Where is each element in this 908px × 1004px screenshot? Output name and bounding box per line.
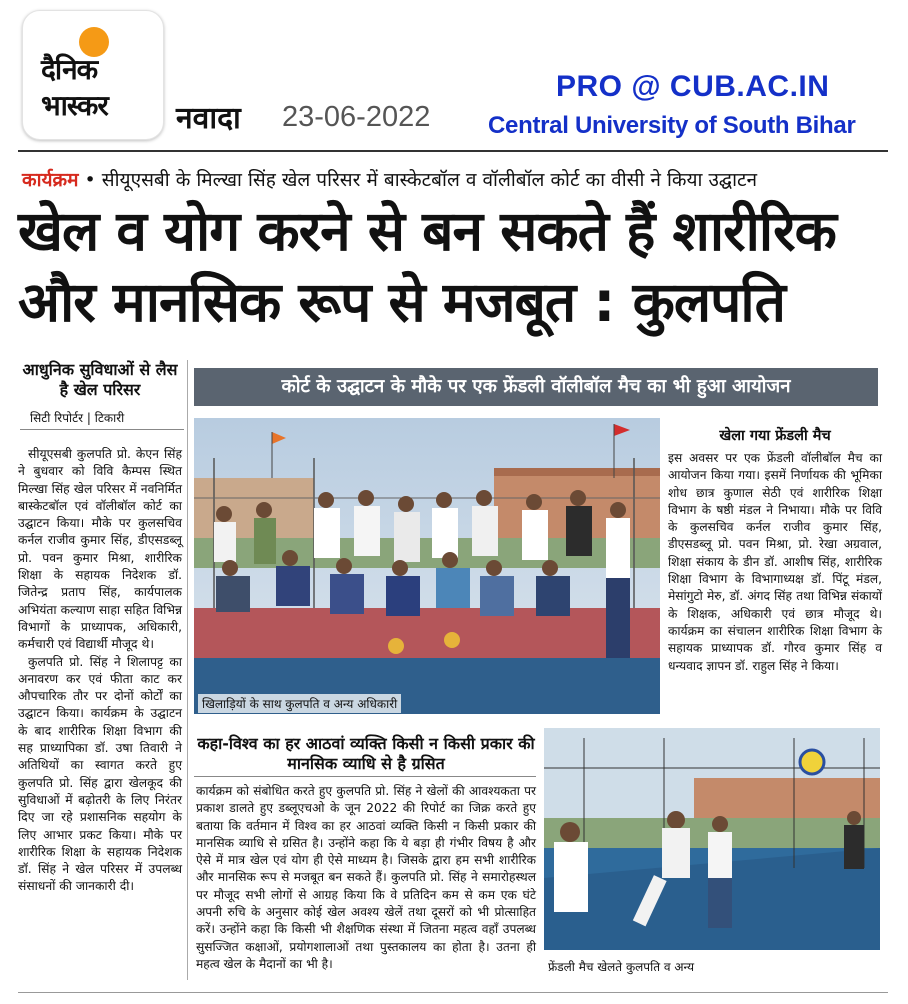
right-paragraph: इस अवसर पर एक फ्रेंडली वॉलीबॉल मैच का आयोजन किया गया। इसमें निर्णायक की भूमिका शोध छात्र कुणाल सेठी एवं शारीरिक शिक्षा विभाग के षष्ठी मंडल ने निभाया। मौके पर विवि के कुलसचिव कर्नल राजीव कुमार सिंह, डीएसडब्लू प्रो. पवन मिश्रा, प्रो. रेखा अग्रवाल, शिक्षा संकाय के डीन डॉ. आशीष सिंह, शारीरिक शिक्षा विभाग के विभागाध्यक्ष डॉ. पिंटू मंडल, मेसांगुटो मेरु, डॉ. अंगद सिंह तथा विभिन्न संकायों के शिक्षक, अधिकारी एवं छात्र मौजूद थे। कार्यक्रम का संचालन शारीरिक शिक्षा विभाग के सहायक प्राध्यापक डॉ. गौरव कुमार सिंह व धन्यवाद ज्ञापन डॉ. राहुल सिंह ने किया। [668, 451, 882, 673]
match-photo [544, 728, 880, 950]
right-column-heading: खेला गया फ्रेंडली मैच [719, 428, 831, 444]
dainik-bhaskar-logo [22, 10, 164, 140]
reporter-byline: सिटी रिपोर्टर | टिकारी [30, 411, 125, 425]
section-banner: कोर्ट के उद्घाटन के मौके पर एक फ्रेंडली वॉलीबॉल मैच का भी हुआ आयोजन [194, 368, 878, 406]
group-photo [194, 418, 660, 714]
byline-divider [20, 429, 184, 430]
column-divider [187, 360, 188, 980]
subsection-body [196, 783, 536, 973]
subsection-paragraph: कार्यक्रम को संबोधित करते हुए कुलपति प्रो. सिंह ने खेलों की आवश्यकता पर प्रकाश डालते हुए डब्लूएचओ के जून 2022 की रिपोर्ट का जिक्र करते हुए बताया कि वर्तमान में विश्व का हर आठवां व्यक्ति किसी न किसी प्रकार की मानसिक व्याधि से ग्रसित है। उन्होंने कहा कि ये बड़ा ही गंभीर विषय है और ऐसे में मात्र खेल एवं योग ही ऐसे माध्यम है। जिसके द्वारा हम सभी शारीरिक और मानसिक रूप से मजबूत बन सकते हैं। कुलपति प्रो. सिंह ने समारोहस्थल पर मौजूद सभी लोगों से आग्रह किया कि वे प्रतिदिन कम से कम एक घंटे अपनी रुचि के अनुसार कोई खेल अवश्य खेलें तथा दूसरों को भी प्रोत्साहित करें। उन्होंने कहा कि किसी भी शैक्षणिक संस्था में जितना महत्व वहाँ उपलब्ध सुसज्जित कक्षाओं, प्रयोगशालाओं तथा पुस्तकालय का होता है। उतना ही महत्व खेल के मैदानों का भी है। [196, 784, 536, 971]
page-bottom-rule [18, 992, 888, 993]
left-column-body [18, 446, 182, 896]
left-paragraph-2: कुलपति प्रो. सिंह ने शिलापट्ट का अनावरण कर एवं फीता काट कर औपचारिक तौर पर दोनों कोर्टों का उद्घाटन किया। कार्यक्रम के उद्घाटन के बाद शारीरिक शिक्षा विभाग की सह प्राध्यापिका डॉ. उषा तिवारी ने अतिथियों का स्वागत करते हुए कुलपति प्रो. सिंह द्वारा खेलकूद की सुविधाओं में बढ़ोतरी के लिए निरंतर दिए जा रहे प्रशासनिक सहयोग के लिए आभार प्रकट किया। मौके पर शारीरिक शिक्षा के सहायक निदेशक डॉ. सिंह ने खेल परिसर में उपलब्ध संसाधनों की जानकारी दी। [18, 654, 182, 894]
photo2-caption: फ्रेंडली मैच खेलते कुलपति व अन्य [548, 960, 695, 974]
match-photo-image [544, 728, 880, 950]
edition-date: 23-06-2022 [282, 101, 431, 133]
masthead-divider [18, 150, 888, 152]
university-name: Central University of South Bihar [488, 112, 856, 139]
group-photo-image [194, 418, 660, 714]
logo-line-2: भास्कर [41, 89, 108, 122]
left-paragraph-1: सीयूएसबी कुलपति प्रो. केएन सिंह ने बुधवार को विवि कैम्पस स्थित मिल्खा सिंह खेल परिसर में नवनिर्मित बास्केटबॉल एवं वॉलीबॉल कोर्ट का उद्घाटन किया। मौके पर कुलसचिव कर्नल राजीव कुमार सिंह, डीएसडब्लू प्रो. पवन कुमार मिश्रा, शारीरिक शिक्षा के सहायक निदेशक डॉ. जितेन्द्र प्रताप सिंह, कार्यपालक अभियंता कल्याण साहा सहित विभिन्न विभागों के प्राध्यापक, अधिकारी, कर्मचारी एवं विद्यार्थी मौजूद थे। [18, 447, 182, 652]
subsection-heading: कहा-विश्व का हर आठवां व्यक्ति किसी न किसी प्रकार की मानसिक व्याधि से है ग्रसित [197, 734, 535, 773]
subsection-divider [194, 776, 536, 777]
edition-place: नवादा [176, 101, 241, 136]
headline: खेल व योग करने से बन सकते हैं शारीरिक और मानसिक रूप से मजबूत : कुलपति [18, 199, 836, 334]
left-column-heading: आधुनिक सुविधाओं से लैस है खेल परिसर [22, 360, 178, 399]
pro-email: PRO @ CUB.AC.IN [556, 70, 830, 103]
kicker-label: कार्यक्रम [22, 169, 79, 191]
logo-line-1: दैनिक [41, 53, 98, 86]
kicker [22, 168, 757, 192]
photo1-caption: खिलाड़ियों के साथ कुलपति व अन्य अधिकारी [198, 694, 401, 713]
right-column-body [668, 450, 882, 675]
kicker-text: • सीयूएसबी के मिल्खा सिंह खेल परिसर में बास्केटबॉल व वॉलीबॉल कोर्ट का वीसी ने किया उद्घाटन [84, 169, 758, 191]
